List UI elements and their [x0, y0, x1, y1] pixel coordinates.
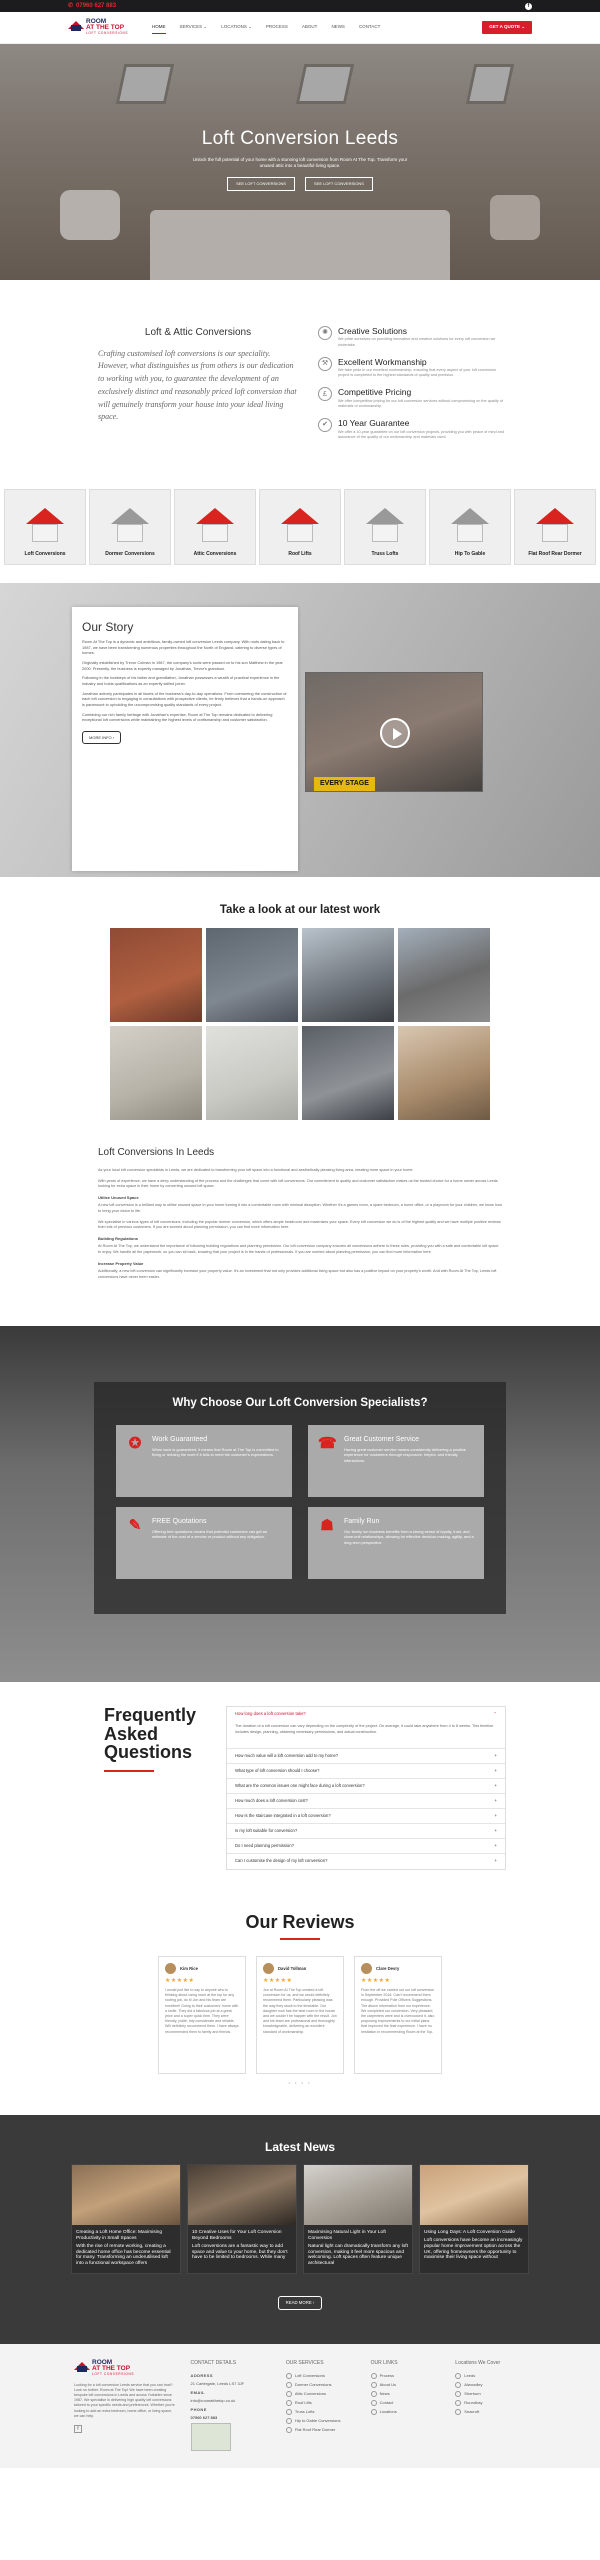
contact-email[interactable]: info@roomatthetop.co.uk	[190, 2398, 236, 2404]
why-card-title: FREE Quotations	[152, 1518, 207, 1526]
gallery-image[interactable]	[110, 1026, 202, 1120]
logo[interactable]	[68, 19, 130, 35]
news-excerpt: Loft conversions have become an increasingly popular home improvement option across the UK, offering homeowners the opportunity to maximise their living space without	[424, 2237, 523, 2261]
feature-text: We offer competitive pricing for our loft conversion services without compromising on the quality of materials or workmanship.	[338, 398, 503, 409]
review-card	[158, 1956, 246, 2074]
service-label: Hip To Gable	[454, 551, 486, 558]
reviews-divider	[280, 1938, 320, 1940]
feature-item	[318, 326, 532, 348]
footer-heading: CONTACT DETAILS	[190, 2360, 237, 2367]
news-excerpt: With the rise of remote working, creating a dedicated home office has become essential for many. Transforming an underutilised loft into a functional workspace offers	[76, 2243, 171, 2267]
faq-item[interactable]	[227, 1764, 505, 1779]
chevron-up-icon: ⌃	[493, 1710, 497, 1716]
hero-button-1[interactable]: SEE LOFT CONVERSIONS	[227, 177, 295, 190]
about-section	[0, 280, 600, 489]
feature-item	[318, 357, 532, 379]
footer-link[interactable]: Roundhay	[455, 2400, 526, 2406]
award-icon: ✪	[128, 1435, 142, 1453]
nav-process[interactable]: PROCESS	[265, 23, 288, 29]
plus-icon: +	[494, 1797, 497, 1803]
article-subheading: Utilise Unused Space	[98, 1194, 139, 1200]
contact-label: ADDRESS	[190, 2373, 213, 2378]
nav-home[interactable]: HOME	[152, 21, 166, 34]
service-card[interactable]	[344, 489, 426, 565]
gallery-image[interactable]	[398, 928, 490, 1022]
faq-question: How long does a loft conversion take?	[235, 1710, 306, 1716]
faq-question: How is the staircase integrated in a loft conversion?	[235, 1812, 331, 1818]
hero-title: Loft Conversion Leeds	[201, 128, 399, 149]
article-paragraph: Additionally, a new loft conversion can significantly increase your property value. It's an investment that not only provides additional living space but also has a positive impact on your property's worth. And with Room At The Top, Leeds loft conversions have never been easier.	[98, 1269, 497, 1279]
house-icon	[111, 508, 149, 544]
service-card[interactable]	[89, 489, 171, 565]
logo-line2: AT THE TOP	[86, 24, 125, 32]
plus-icon: +	[494, 1752, 497, 1758]
why-card-title: Work Guaranteed	[152, 1436, 208, 1444]
house-icon	[26, 508, 64, 544]
gallery-image[interactable]	[110, 928, 202, 1022]
article-subheading: Building Regulations	[98, 1236, 138, 1242]
news-image	[188, 2165, 296, 2225]
service-label: Truss Lofts	[371, 551, 399, 558]
more-info-button[interactable]: MORE INFO ›	[82, 731, 121, 744]
footer-contact	[191, 2360, 272, 2448]
footer-link[interactable]: Leeds	[455, 2373, 526, 2379]
faq-item[interactable]	[227, 1794, 505, 1809]
article-paragraph: As your local loft conversion specialists in Leeds, we are dedicated to transforming your loft space into a functional and aesthetically pleasing living area, creating more space in your home.	[98, 1167, 414, 1172]
faq-question: Do I need planning permission?	[235, 1842, 294, 1848]
article-paragraph: We specialise in various types of loft conversions, including the popular dormer conversion, which offers ample headroom and maximises your space. Every loft conversion we do is of the highest quality and we have multiple positive reviews from lots of previous customers. If you are worried about planning permission, you can find more information here.	[98, 1219, 501, 1230]
footer-link[interactable]: Attic Conversions	[286, 2391, 357, 2397]
star-rating: ★★★★★	[165, 1977, 195, 1984]
feature-item	[318, 418, 532, 440]
hero-subtitle: Unlock the full potential of your home with a stunning loft conversion from Room At The Top. Transform your unused attic into a beautiful living space.	[192, 156, 408, 168]
logo-sub: LOFT CONVERSIONS	[86, 31, 129, 36]
contact-label: EMAIL	[190, 2389, 205, 2395]
faq-question: Is my loft suitable for conversion?	[235, 1827, 298, 1833]
footer-link[interactable]: Truss Lofts	[286, 2409, 357, 2415]
plus-icon: +	[494, 1812, 497, 1818]
service-label: Flat Roof Rear Dormer	[528, 551, 582, 558]
faq-question: What type of loft conversion should I choose?	[235, 1767, 320, 1773]
video-badge: EVERY STAGE	[314, 777, 375, 790]
story-paragraph: Combining our rich family heritage with Jonathan's expertise, Room at The Top remains dedicated to delivering exceptional loft conversions while maintaining the highest levels of craftsmanship and customer satisfaction.	[82, 711, 273, 723]
footer-link[interactable]: Alwoodley	[455, 2382, 526, 2388]
reviewer-name: David Tollman	[278, 1965, 307, 1971]
review-text: I would just like to say to anyone who is thinking about using room at the top for any roofing job, do it! Jon and his team are excellent! Going to their customers' home with a smile. They did a fabulous job at a great price and a super quick time. They were friendly, polite, tidy considerate and reliable. Will definitely recommend them. I have always recommended them to family and friends.	[165, 1988, 239, 2034]
plus-icon: +	[494, 1842, 497, 1848]
news-excerpt: Loft conversions are a fantastic way to add space and value to your home, but they don't have to be limited to bedrooms. While many	[192, 2243, 288, 2261]
logo-line1: ROOM	[86, 18, 107, 26]
house-icon	[366, 508, 404, 544]
lightbulb-icon: ✺	[318, 326, 332, 340]
faq-question: How much does a loft conversion cost?	[235, 1797, 308, 1803]
facebook-icon[interactable]: f	[74, 2425, 82, 2433]
why-card-text: Having great customer service means consistently delivering a positive experience for customers through responsive, helpful, and friendly interactions.	[344, 1446, 466, 1463]
news-title: Maximising Natural Light in Your Loft Conversion	[308, 2229, 386, 2241]
footer-heading: OUR LINKS	[370, 2360, 398, 2367]
faq-item[interactable]	[227, 1809, 505, 1824]
feature-item	[318, 387, 532, 409]
footer-heading: Locations We Cover	[455, 2360, 501, 2367]
footer-link[interactable]: News	[371, 2391, 442, 2397]
why-heading: Why Choose Our Loft Conversion Specialists?	[172, 1396, 428, 1409]
news-card[interactable]	[71, 2164, 181, 2275]
faq-item-open[interactable]	[227, 1707, 505, 1749]
star-rating: ★★★★★	[263, 1977, 293, 1984]
contact-label: PHONE	[190, 2406, 207, 2412]
tools-icon: ⚒	[318, 357, 332, 371]
news-heading: Latest News	[264, 2140, 336, 2155]
reviews-section	[0, 1900, 600, 2116]
hero	[0, 44, 600, 280]
footer-link[interactable]: Sherburn	[455, 2391, 526, 2397]
top-phone[interactable]	[68, 2, 116, 10]
faq-item[interactable]	[227, 1749, 505, 1764]
star-rating: ★★★★★	[361, 1977, 391, 1984]
feature-title: Competitive Pricing	[338, 387, 412, 398]
our-story-section	[0, 583, 600, 877]
service-label: Attic Conversions	[193, 551, 237, 558]
feature-title: Creative Solutions	[338, 326, 407, 336]
footer-about: Looking for a loft conversion Leeds service that you can trust? Look no further. Room at The Top! We have been creating bespoke loft conversions in Leeds and across Yorkshire since 1987. We specialise in delivering high quality loft conversions tailored to your specific needs and preferences. Whether you're looking to add an extra bedroom, home office, or living space, we can help.	[74, 2382, 175, 2418]
gallery-image[interactable]	[398, 1026, 490, 1120]
seo-article	[0, 1126, 600, 1325]
story-heading: Our Story	[82, 619, 134, 634]
footer-link[interactable]: Hip to Gable Conversions	[286, 2418, 357, 2424]
faq-section	[0, 1682, 600, 1900]
faq-item[interactable]	[227, 1854, 505, 1869]
footer-link[interactable]: Process	[371, 2373, 442, 2379]
service-label: Roof Lifts	[288, 551, 312, 558]
main-nav	[0, 12, 600, 44]
contact-address: 21 Cartergate, Leeds LS7 3JF	[190, 2381, 245, 2387]
get-quote-button[interactable]: GET A QUOTE ⌄	[482, 21, 532, 33]
nav-menu	[152, 21, 482, 34]
review-card	[256, 1956, 344, 2074]
facebook-icon[interactable]: f	[525, 3, 532, 10]
house-icon	[281, 508, 319, 544]
shield-icon: ✔	[318, 418, 332, 432]
story-paragraph: Originally established by Trevor Colman in 1987, the company's roots were passed on to his son Matthew in the year 2000. Presently, the business is expertly managed by Jonathan, Trevor's grandson.	[82, 660, 283, 671]
gallery-image[interactable]	[302, 928, 394, 1022]
footer	[0, 2344, 600, 2468]
feature-text: We pride ourselves on providing innovative and creative solutions for every loft conversion we undertake.	[338, 337, 496, 347]
footer-heading: OUR SERVICES	[285, 2360, 324, 2367]
faq-list	[226, 1706, 506, 1870]
avatar	[165, 1963, 176, 1974]
play-icon[interactable]	[380, 718, 410, 748]
edit-icon: ✎	[128, 1517, 142, 1535]
plus-icon: +	[494, 1767, 497, 1773]
map-thumbnail[interactable]	[191, 2423, 231, 2451]
feature-title: 10 Year Guarantee	[338, 418, 410, 429]
review-text: From the off we carried out our loft conversion in September 2018. Can't recommend them enough. Provided Pole Officers Suggestions. The above information from our experience. We completed our conversion. Very pleasant; the carpenters were and is overcooked it, also proposing improvements to our initial plans that improved the final experience. I have no hesitation in recommending Room at the Top.	[361, 1988, 435, 2034]
nav-about[interactable]: ABOUT	[301, 23, 318, 29]
why-choose-section	[0, 1326, 600, 1682]
faq-question: What are the common issues one might face during a loft conversion?	[235, 1782, 365, 1788]
nav-contact[interactable]: CONTACT	[358, 23, 381, 29]
faq-item[interactable]	[227, 1824, 505, 1839]
why-panel	[94, 1382, 506, 1614]
why-card-text: Our family run business benefits from a strong sense of loyalty, trust, and close-knit relationships, allowing for effective decision-making, agility, and a long-term perspective.	[344, 1528, 474, 1545]
gallery-image[interactable]	[206, 928, 298, 1022]
article-paragraph: With years of experience, we have a deep understanding of the process and the challenges that come with loft conversions. Our commitment to quality and customer satisfaction makes us the trusted choice for a home owner across Leeds looking for extra space in their home by converting unused loft space.	[98, 1178, 498, 1189]
faq-answer: The duration of a loft conversion can vary depending on the complexity of the project. On average, it could take anywhere from 4 to 8 weeks. This timeline includes design, planning, obtaining necessary permissions, and actual construction.	[235, 1724, 494, 1734]
why-card-text: When work is guaranteed, it means that Room at The Top is committed to fixing or redoing the work if it fails to meet the customer's expectations.	[152, 1446, 279, 1458]
service-card[interactable]	[429, 489, 511, 565]
plus-icon: +	[494, 1827, 497, 1833]
footer-link[interactable]: Roof Lifts	[286, 2400, 357, 2406]
phone-icon: ☎	[318, 1435, 337, 1453]
reviews-heading: Our Reviews	[245, 1911, 355, 1932]
review-text: Jon at Room At The Top created a loft conversion for us, and we would definitely recommend them. Particularly pleasing was the way they stuck to the timetable. Our daughter now has the best room in the house and we couldn't be happier with the result. Jon and his team are professional and thoroughly knowledgeable, delivering an excellent standard of workmanship.	[263, 1988, 337, 2034]
article-subheading: Increase Property Value	[98, 1260, 144, 1266]
services-row	[0, 489, 600, 565]
nav-locations[interactable]: LOCATIONS ⌄	[221, 23, 252, 29]
news-image	[304, 2165, 412, 2225]
top-phone-number: 07960 627 883	[76, 2, 117, 9]
nav-news[interactable]: NEWS	[331, 23, 345, 29]
gallery-image[interactable]	[206, 1026, 298, 1120]
house-icon	[451, 508, 489, 544]
faq-item[interactable]	[227, 1779, 505, 1794]
reviewer-name: Clare Devry	[376, 1965, 400, 1971]
news-card[interactable]	[419, 2164, 529, 2275]
logo-house-icon	[74, 2360, 90, 2372]
work-gallery	[0, 928, 600, 1120]
news-excerpt: Natural light can dramatically transform any loft conversion, making it feel more spacious and welcoming. Loft spaces often feature unique architectural	[308, 2243, 408, 2267]
service-card[interactable]	[174, 489, 256, 565]
article-paragraph: At Room At The Top, we understand the importance of following building regulations and planning permission. Our loft conversion company ensures all conversions adhere to these rules, providing you with a safe and comfortable loft space to enjoy. We handle all the paperwork, so you can sit back, knowing that your project is in the hands of professionals. If you are worried about planning permission, you can find more information here.	[98, 1244, 499, 1255]
service-label: Dormer Conversions	[105, 551, 155, 558]
footer-link[interactable]: Contact	[371, 2400, 442, 2406]
latest-news-section	[0, 2115, 600, 2344]
service-label: Loft Conversions	[24, 551, 66, 558]
footer-links	[371, 2360, 442, 2448]
work-heading: Take a look at our latest work	[219, 903, 381, 916]
why-card	[308, 1507, 484, 1579]
news-card[interactable]	[303, 2164, 413, 2275]
carousel-dots[interactable]: • • • •	[288, 2079, 312, 2085]
family-icon: ☗	[320, 1517, 334, 1535]
feature-title: Excellent Workmanship	[338, 356, 427, 367]
article-heading: Loft Conversions In Leeds	[98, 1147, 215, 1159]
price-icon: £	[318, 387, 332, 401]
faq-question: How much value will a loft conversion add to my home?	[235, 1752, 339, 1758]
review-card	[354, 1956, 442, 2074]
story-video[interactable]	[305, 672, 483, 792]
why-card-title: Great Customer Service	[344, 1436, 420, 1444]
news-image	[72, 2165, 180, 2225]
article-paragraph: A new loft conversion is a brilliant way to utilise unused space in your home turning it into a comfortable room with minimal disruption. Whether it's a games room, a spare bedroom, a home office, or a playroom for your children, we know how to bring your vision to life.	[98, 1203, 502, 1214]
top-bar	[0, 0, 600, 12]
news-title: Using Long Days: A Loft Conversion Guide	[424, 2229, 515, 2235]
plus-icon: +	[494, 1782, 497, 1788]
logo-line2: AT THE TOP	[92, 2365, 131, 2373]
service-card[interactable]	[514, 489, 596, 565]
latest-work-section	[0, 877, 600, 1121]
footer-link[interactable]: Flat Roof Rear Dormer	[286, 2427, 357, 2433]
gallery-image[interactable]	[302, 1026, 394, 1120]
why-card	[116, 1507, 292, 1579]
story-paragraph: Following in the footsteps of his father and grandfather, Jonathan possesses a wealth of practical experience in the industry and holds qualifications as an expertly skilled joiner.	[82, 675, 280, 686]
service-card[interactable]	[4, 489, 86, 565]
news-title: 10 Creative Uses for Your Loft Conversion Beyond Bedrooms	[192, 2229, 282, 2241]
logo-house-icon	[68, 19, 84, 31]
footer-logo[interactable]	[74, 2360, 136, 2376]
faq-item[interactable]	[227, 1839, 505, 1854]
footer-link[interactable]: Loft Conversions	[286, 2373, 357, 2379]
read-more-button[interactable]: READ MORE ›	[278, 2296, 323, 2310]
footer-link[interactable]: About Us	[371, 2382, 442, 2388]
reviewer-name: Kim Rice	[180, 1965, 198, 1971]
faq-heading: Frequently Asked Questions	[104, 1704, 197, 1763]
about-intro: Crafting customised loft conversions is our speciality. However, what distinguishes us from others is our dedication to working with you, to guarantee the development of an exclusively distinct and reasonably priced loft conversion that will genuinely transform your house into your ideal living space.	[98, 348, 297, 422]
why-card-text: Offering free quotations means that potential customers can get an estimate of the cost of a service or product without any obligation.	[152, 1528, 267, 1540]
faq-divider	[104, 1770, 154, 1772]
hero-text	[0, 126, 600, 191]
reviews-carousel	[0, 1956, 600, 2074]
footer-locations	[455, 2360, 526, 2448]
faq-question: Can I customise the design of my loft conversion?	[235, 1858, 328, 1864]
contact-phone[interactable]: 07960 627 883	[190, 2414, 218, 2420]
hero-button-2[interactable]: SEE LOFT CONVERSIONS	[305, 177, 373, 190]
about-heading: Loft & Attic Conversions	[144, 327, 252, 338]
story-card	[72, 607, 298, 871]
footer-link[interactable]: Seacroft	[455, 2409, 526, 2415]
news-title: Creating a Loft Home Office: Maximising Productivity in Small Spaces	[76, 2229, 163, 2241]
footer-link[interactable]: Dormer Conversions	[286, 2382, 357, 2388]
avatar	[263, 1963, 274, 1974]
feature-list	[318, 326, 532, 449]
story-paragraph: Jonathan actively participates in all facets of the business's day-to-day operations. From overseeing the construction of each loft conversion to engaging in consultations with prospective clients, he firmly believes that a hands-on approach is paramount to upholding the uncompromising quality standards of every project.	[82, 690, 287, 707]
nav-services[interactable]: SERVICES ⌄	[179, 23, 208, 29]
service-card[interactable]	[259, 489, 341, 565]
why-card-title: Family Run	[344, 1518, 380, 1526]
news-image	[420, 2165, 528, 2225]
footer-services	[286, 2360, 357, 2448]
plus-icon: +	[494, 1858, 497, 1864]
why-card	[308, 1425, 484, 1497]
avatar	[361, 1963, 372, 1974]
story-paragraph: Room At The Top is a dynamic and ambitious, family-owned loft conversion Leeds company. With roots dating back to 1987, we have been transforming numerous properties throughout the North of England, catering to diverse types of homes.	[82, 639, 285, 656]
why-card	[116, 1425, 292, 1497]
feature-text: We take pride in our excellent workmanship, ensuring that every aspect of your loft conversion project is completed to the highest standards of quality and precision.	[338, 368, 497, 378]
logo-sub: LOFT CONVERSIONS	[92, 2372, 135, 2377]
phone-icon: ✆	[68, 2, 74, 9]
house-icon	[196, 508, 234, 544]
feature-text: We offer a 10-year guarantee on our loft conversion projects, providing you with peace of mind and assurance of the quality of our workmanship and materials used.	[338, 429, 504, 439]
logo-line1: ROOM	[92, 2359, 113, 2367]
news-card[interactable]	[187, 2164, 297, 2275]
footer-link[interactable]: Locations	[371, 2409, 442, 2415]
house-icon	[536, 508, 574, 544]
